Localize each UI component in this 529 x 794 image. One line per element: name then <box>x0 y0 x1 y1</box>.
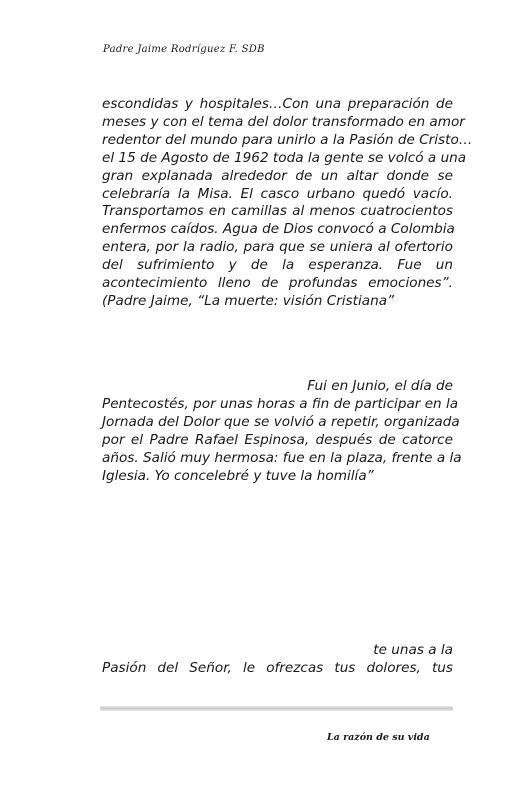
running-header-author: Padre Jaime Rodríguez F. SDB <box>103 44 265 55</box>
text-line: Transportamos en camillas al menos cuatrocientos <box>102 203 453 220</box>
paragraph-jornada-1962 <box>102 96 473 311</box>
text-line: gran explanada alrededor de un altar donde se <box>102 167 453 184</box>
text-line: Jornada del Dolor que se volvió a repetir, organizada <box>102 413 460 430</box>
text-line: escondidas y hospitales…Con una preparación de <box>102 96 453 112</box>
text-line: del sufrimiento y de la esperanza. Fue un <box>102 257 453 274</box>
footer-divider <box>100 706 453 711</box>
text-line: acontecimiento lleno de profundas emociones”. <box>102 275 453 292</box>
text-line: entera, por la radio, para que se uniera al ofertorio <box>102 239 453 256</box>
text-line: celebraría la Misa. El casco urbano quedó vacío. <box>102 185 453 202</box>
text-line: el 15 de Agosto de 1962 toda la gente se volcó a una <box>102 149 467 166</box>
text-line: enfermos caídos. Agua de Dios convocó a Colombia <box>102 221 455 238</box>
text-line: Pentecostés, por unas horas a fin de participar en la <box>102 395 459 412</box>
text-line: Pasión del Señor, le ofrezcas tus dolores, tus <box>102 659 453 676</box>
text-line: Fui en Junio, el día de <box>307 378 453 394</box>
running-footer-book-title: La razón de su vida <box>327 732 430 743</box>
text-line-citation: (Padre Jaime, “La muerte: visión Cristiana” <box>102 292 395 309</box>
text-line: por el Padre Rafael Espinosa, después de catorce <box>102 431 453 448</box>
text-line: años. Salió muy hermosa: fue en la plaza, frente a la <box>102 449 462 466</box>
paragraph-pentecostes <box>102 378 462 485</box>
text-line: Iglesia. Yo concelebré y tuve la homilía” <box>102 467 374 484</box>
text-line: te unas a la <box>373 642 453 658</box>
text-line: redentor del mundo para unirlo a la Pasión de Cristo… <box>102 131 473 148</box>
text-line: meses y con el tema del dolor transformado en amor <box>102 113 465 130</box>
paragraph-pasion <box>102 642 453 678</box>
